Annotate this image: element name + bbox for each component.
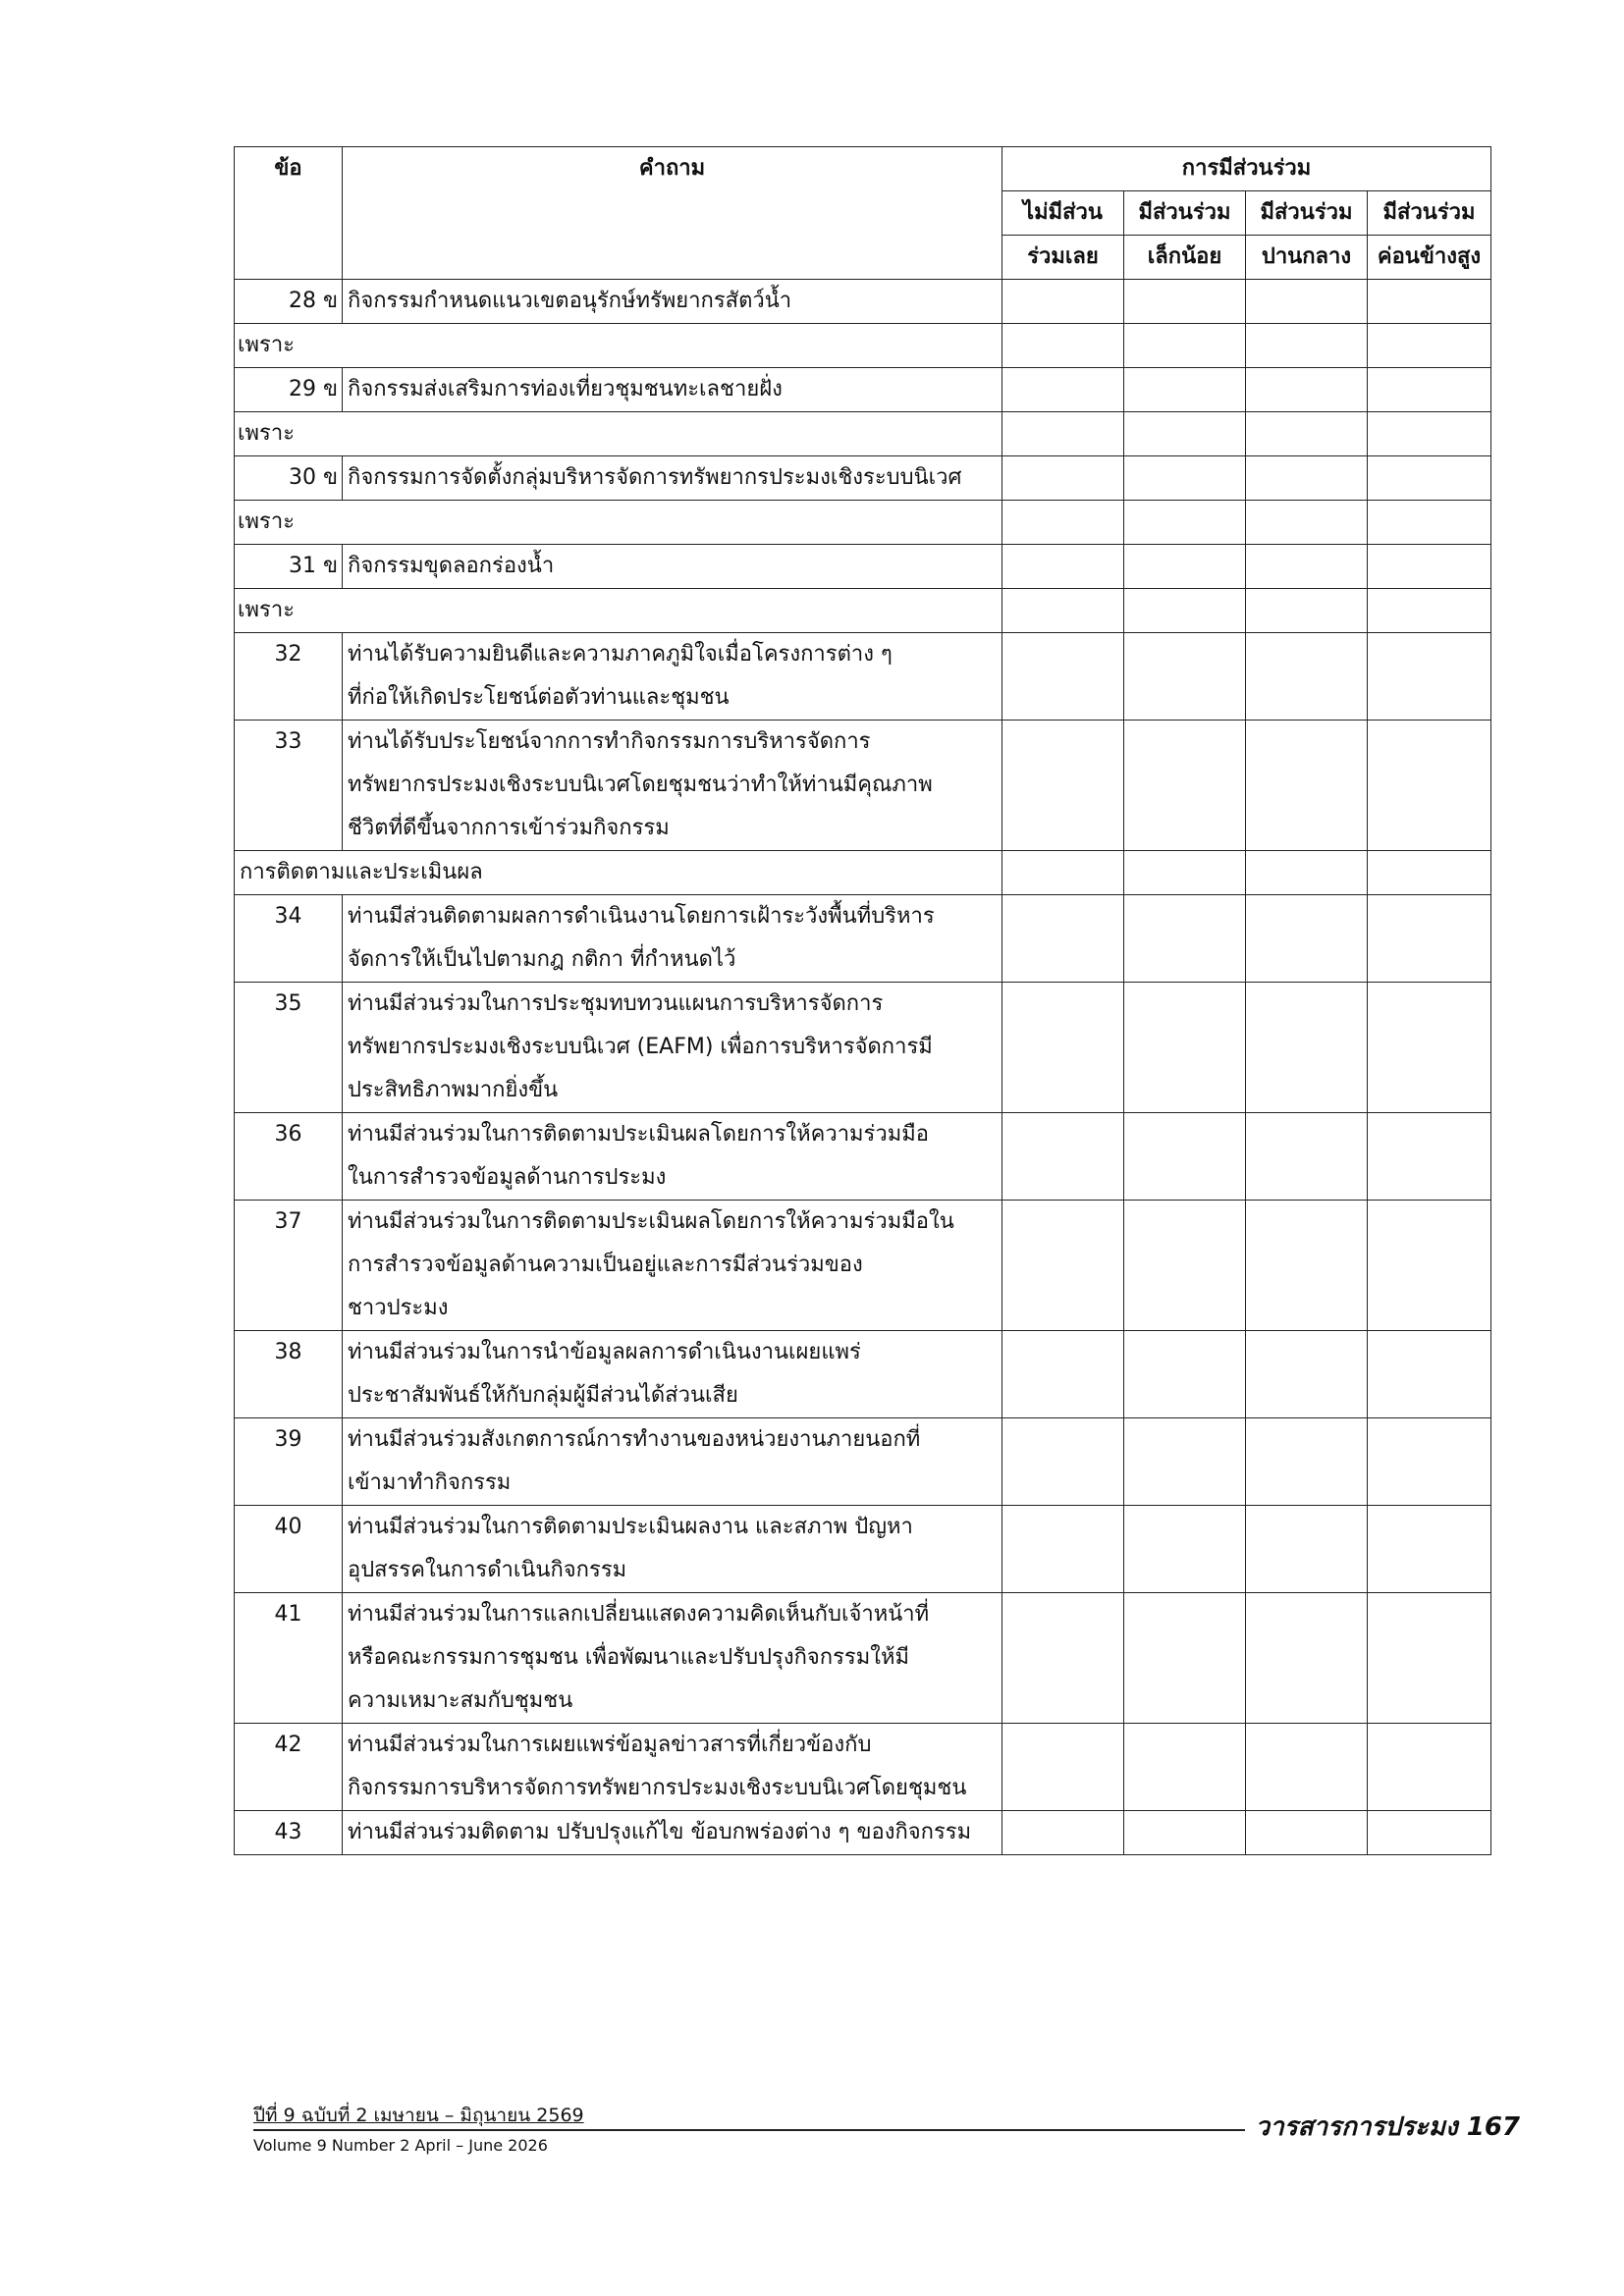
question-row <box>235 1113 1491 1201</box>
answer-cell[interactable] <box>1124 895 1246 983</box>
question-line: ท่านมีส่วนร่วมในการนำข้อมูลผลการดำเนินงานเผยแพร่ <box>348 1340 861 1364</box>
level-none-l2: ร่วมเลย <box>1002 236 1124 280</box>
answer-cell[interactable] <box>1124 1113 1246 1201</box>
question-text <box>343 1418 1002 1506</box>
answer-cell[interactable] <box>1124 1724 1246 1811</box>
question-number: 28 ข <box>235 280 343 324</box>
question-number: 29 ข <box>235 368 343 412</box>
question-number: 42 <box>235 1724 343 1811</box>
answer-cell[interactable] <box>1246 412 1368 456</box>
question-number: 40 <box>235 1506 343 1593</box>
answer-cell[interactable] <box>1246 1418 1368 1506</box>
question-number: 34 <box>235 895 343 983</box>
answer-cell[interactable] <box>1368 1201 1491 1331</box>
answer-cell[interactable] <box>1246 589 1368 633</box>
answer-cell[interactable] <box>1124 983 1246 1113</box>
answer-cell[interactable] <box>1124 1201 1246 1331</box>
question-line: หรือคณะกรรมการชุมชน เพื่อพัฒนาและปรับปรุงกิจกรรมให้มี <box>348 1645 909 1670</box>
answer-cell[interactable] <box>1368 545 1491 589</box>
reason-label: เพราะ <box>235 324 1002 368</box>
reason-row <box>235 501 1491 545</box>
question-line: ทรัพยากรประมงเชิงระบบนิเวศโดยชุมชนว่าทำให้ท่านมีคุณภาพ <box>348 773 933 797</box>
reason-row <box>235 412 1491 456</box>
answer-cell[interactable] <box>1002 1331 1124 1418</box>
answer-cell[interactable] <box>1246 851 1368 895</box>
question-text <box>343 1331 1002 1418</box>
question-row <box>235 721 1491 851</box>
question-row <box>235 895 1491 983</box>
level-medium-l1: มีส่วนร่วม <box>1246 191 1368 236</box>
question-number: 30 ข <box>235 456 343 501</box>
question-line: ท่านได้รับประโยชน์จากการทำกิจกรรมการบริหารจัดการ <box>348 729 871 754</box>
question-text <box>343 1724 1002 1811</box>
question-line: ท่านมีส่วนร่วมในการติดตามประเมินผลโดยการให้ความร่วมมือใน <box>348 1209 954 1234</box>
question-text <box>343 1811 1002 1855</box>
answer-cell[interactable] <box>1002 1418 1124 1506</box>
answer-cell[interactable] <box>1246 501 1368 545</box>
answer-cell[interactable] <box>1368 895 1491 983</box>
page-footer <box>253 2101 1520 2160</box>
answer-cell[interactable] <box>1124 851 1246 895</box>
footer-issue-thai: ปีที่ 9 ฉบับที่ 2 เมษายน – มิถุนายน 2569 <box>253 2105 584 2126</box>
question-row <box>235 456 1491 501</box>
answer-cell[interactable] <box>1124 456 1246 501</box>
answer-cell[interactable] <box>1002 1506 1124 1593</box>
reason-label: เพราะ <box>235 501 1002 545</box>
questionnaire-table <box>234 146 1491 1855</box>
answer-cell[interactable] <box>1124 545 1246 589</box>
question-line: ประสิทธิภาพมากยิ่งขึ้น <box>348 1078 559 1102</box>
question-line: ท่านมีส่วนร่วมในการแลกเปลี่ยนแสดงความคิดเห็นกับเจ้าหน้าที่ <box>348 1602 930 1627</box>
answer-cell[interactable] <box>1246 721 1368 851</box>
answer-cell[interactable] <box>1368 1418 1491 1506</box>
answer-cell[interactable] <box>1246 633 1368 721</box>
question-text <box>343 1593 1002 1724</box>
answer-cell[interactable] <box>1002 895 1124 983</box>
answer-cell[interactable] <box>1368 1331 1491 1418</box>
answer-cell[interactable] <box>1246 1724 1368 1811</box>
footer-rule <box>253 2129 1245 2131</box>
answer-cell[interactable] <box>1246 324 1368 368</box>
answer-cell[interactable] <box>1002 501 1124 545</box>
answer-cell[interactable] <box>1002 545 1124 589</box>
question-line: กิจกรรมการบริหารจัดการทรัพยากรประมงเชิงระบบนิเวศโดยชุมชน <box>348 1776 967 1800</box>
answer-cell[interactable] <box>1246 1811 1368 1855</box>
level-high-l1: มีส่วนร่วม <box>1368 191 1491 236</box>
answer-cell[interactable] <box>1124 1418 1246 1506</box>
question-text <box>343 721 1002 851</box>
question-number: 39 <box>235 1418 343 1506</box>
question-line: ที่ก่อให้เกิดประโยชน์ต่อตัวท่านและชุมชน <box>348 685 730 710</box>
level-low-l1: มีส่วนร่วม <box>1124 191 1246 236</box>
answer-cell[interactable] <box>1124 1593 1246 1724</box>
answer-cell[interactable] <box>1002 633 1124 721</box>
answer-cell[interactable] <box>1124 1811 1246 1855</box>
answer-cell[interactable] <box>1002 412 1124 456</box>
answer-cell[interactable] <box>1246 545 1368 589</box>
answer-cell[interactable] <box>1124 412 1246 456</box>
question-number: 37 <box>235 1201 343 1331</box>
question-text <box>343 1506 1002 1593</box>
answer-cell[interactable] <box>1002 983 1124 1113</box>
question-text: กิจกรรมการจัดตั้งกลุ่มบริหารจัดการทรัพยากรประมงเชิงระบบนิเวศ <box>343 456 1002 501</box>
answer-cell[interactable] <box>1368 1593 1491 1724</box>
question-line: ท่านมีส่วนร่วมสังเกตการณ์การทำงานของหน่วยงานภายนอกที่ <box>348 1427 921 1452</box>
header-question: คำถาม <box>343 147 1002 280</box>
question-row <box>235 1724 1491 1811</box>
answer-cell[interactable] <box>1368 368 1491 412</box>
question-number: 32 <box>235 633 343 721</box>
question-line: ความเหมาะสมกับชุมชน <box>348 1688 573 1713</box>
question-line: ท่านได้รับความยินดีและความภาคภูมิใจเมื่อโครงการต่าง ๆ <box>348 642 893 667</box>
question-row <box>235 545 1491 589</box>
footer-journal-page: วารสารการประมง 167 <box>1255 2112 1520 2142</box>
answer-cell[interactable] <box>1368 721 1491 851</box>
question-text <box>343 983 1002 1113</box>
question-number: 33 <box>235 721 343 851</box>
answer-cell[interactable] <box>1002 1201 1124 1331</box>
answer-cell[interactable] <box>1368 1724 1491 1811</box>
reason-label: เพราะ <box>235 412 1002 456</box>
answer-cell[interactable] <box>1368 324 1491 368</box>
answer-cell[interactable] <box>1002 721 1124 851</box>
answer-cell[interactable] <box>1002 851 1124 895</box>
answer-cell[interactable] <box>1002 368 1124 412</box>
reason-label: เพราะ <box>235 589 1002 633</box>
question-line: ในการสำรวจข้อมูลด้านการประมง <box>348 1165 667 1190</box>
question-text <box>343 633 1002 721</box>
question-row <box>235 368 1491 412</box>
question-line: ชีวิตที่ดีขึ้นจากการเข้าร่วมกิจกรรม <box>348 816 670 840</box>
answer-cell[interactable] <box>1124 633 1246 721</box>
question-line: การสำรวจข้อมูลด้านความเป็นอยู่และการมีส่วนร่วมของ <box>348 1253 863 1277</box>
answer-cell[interactable] <box>1246 368 1368 412</box>
answer-cell[interactable] <box>1246 280 1368 324</box>
answer-cell[interactable] <box>1124 589 1246 633</box>
question-row <box>235 1506 1491 1593</box>
question-line: ท่านมีส่วนร่วมในการเผยแพร่ข้อมูลข่าวสารที่เกี่ยวข้องกับ <box>348 1733 872 1757</box>
answer-cell[interactable] <box>1124 721 1246 851</box>
answer-cell[interactable] <box>1368 1506 1491 1593</box>
question-row <box>235 1331 1491 1418</box>
question-number: 38 <box>235 1331 343 1418</box>
answer-cell[interactable] <box>1002 280 1124 324</box>
question-number: 43 <box>235 1811 343 1855</box>
question-line: ชาวประมง <box>348 1296 449 1320</box>
answer-cell[interactable] <box>1368 456 1491 501</box>
question-number: 31 ข <box>235 545 343 589</box>
section-title: การติดตามและประเมินผล <box>235 851 1002 895</box>
answer-cell[interactable] <box>1002 1113 1124 1201</box>
question-row <box>235 1811 1491 1855</box>
question-row <box>235 1418 1491 1506</box>
question-line: จัดการให้เป็นไปตามกฎ กติกา ที่กำหนดไว้ <box>348 947 736 972</box>
question-line: ท่านมีส่วนร่วมในการติดตามประเมินผลโดยการให้ความร่วมมือ <box>348 1122 929 1147</box>
level-high-l2: ค่อนข้างสูง <box>1368 236 1491 280</box>
answer-cell[interactable] <box>1246 1331 1368 1418</box>
answer-cell[interactable] <box>1368 633 1491 721</box>
question-text: กิจกรรมขุดลอกร่องน้ำ <box>343 545 1002 589</box>
question-row <box>235 1201 1491 1331</box>
question-row <box>235 1593 1491 1724</box>
question-text <box>343 1201 1002 1331</box>
question-text <box>343 895 1002 983</box>
answer-cell[interactable] <box>1124 1506 1246 1593</box>
section-row <box>235 851 1491 895</box>
question-number: 41 <box>235 1593 343 1724</box>
question-line: ท่านมีส่วนติดตามผลการดำเนินงานโดยการเฝ้าระวังพื้นที่บริหาร <box>348 904 935 929</box>
answer-cell[interactable] <box>1124 324 1246 368</box>
answer-cell[interactable] <box>1368 851 1491 895</box>
answer-cell[interactable] <box>1124 1331 1246 1418</box>
answer-cell[interactable] <box>1124 280 1246 324</box>
question-text: กิจกรรมส่งเสริมการท่องเที่ยวชุมชนทะเลชายฝั่ง <box>343 368 1002 412</box>
question-line: ทรัพยากรประมงเชิงระบบนิเวศ (EAFM) เพื่อการบริหารจัดการมี <box>348 1035 933 1059</box>
header-no: ข้อ <box>235 147 343 280</box>
answer-cell[interactable] <box>1124 501 1246 545</box>
answer-cell[interactable] <box>1246 456 1368 501</box>
question-number: 35 <box>235 983 343 1113</box>
question-line: ประชาสัมพันธ์ให้กับกลุ่มผู้มีส่วนได้ส่วนเสีย <box>348 1383 738 1408</box>
answer-cell[interactable] <box>1246 1113 1368 1201</box>
answer-cell[interactable] <box>1002 589 1124 633</box>
answer-cell[interactable] <box>1368 412 1491 456</box>
level-medium-l2: ปานกลาง <box>1246 236 1368 280</box>
level-low-l2: เล็กน้อย <box>1124 236 1246 280</box>
question-line: ท่านมีส่วนร่วมติดตาม ปรับปรุงแก้ไข ข้อบกพร่องต่าง ๆ ของกิจกรรม <box>348 1820 972 1844</box>
answer-cell[interactable] <box>1368 280 1491 324</box>
question-row <box>235 633 1491 721</box>
footer-issue-english: Volume 9 Number 2 April – June 2026 <box>253 2136 548 2155</box>
question-text <box>343 1113 1002 1201</box>
answer-cell[interactable] <box>1368 983 1491 1113</box>
answer-cell[interactable] <box>1368 589 1491 633</box>
reason-row <box>235 324 1491 368</box>
question-row <box>235 280 1491 324</box>
answer-cell[interactable] <box>1124 368 1246 412</box>
question-line: อุปสรรคในการดำเนินกิจกรรม <box>348 1558 627 1582</box>
answer-cell[interactable] <box>1002 1724 1124 1811</box>
question-line: ท่านมีส่วนร่วมในการประชุมทบทวนแผนการบริหารจัดการ <box>348 991 884 1016</box>
answer-cell[interactable] <box>1002 1811 1124 1855</box>
answer-cell[interactable] <box>1002 456 1124 501</box>
answer-cell[interactable] <box>1246 1506 1368 1593</box>
question-row <box>235 983 1491 1113</box>
reason-row <box>235 589 1491 633</box>
answer-cell[interactable] <box>1246 895 1368 983</box>
level-none-l1: ไม่มีส่วน <box>1002 191 1124 236</box>
question-line: เข้ามาทำกิจกรรม <box>348 1470 512 1495</box>
answer-cell[interactable] <box>1368 1811 1491 1855</box>
header-participation: การมีส่วนร่วม <box>1002 147 1491 191</box>
answer-cell[interactable] <box>1368 1113 1491 1201</box>
answer-cell[interactable] <box>1246 983 1368 1113</box>
table-body <box>235 280 1491 1855</box>
answer-cell[interactable] <box>1368 501 1491 545</box>
answer-cell[interactable] <box>1002 1593 1124 1724</box>
answer-cell[interactable] <box>1246 1593 1368 1724</box>
answer-cell[interactable] <box>1002 324 1124 368</box>
question-text: กิจกรรมกำหนดแนวเขตอนุรักษ์ทรัพยากรสัตว์น้ำ <box>343 280 1002 324</box>
question-number: 36 <box>235 1113 343 1201</box>
question-line: ท่านมีส่วนร่วมในการติดตามประเมินผลงาน และสภาพ ปัญหา <box>348 1515 913 1539</box>
answer-cell[interactable] <box>1246 1201 1368 1331</box>
